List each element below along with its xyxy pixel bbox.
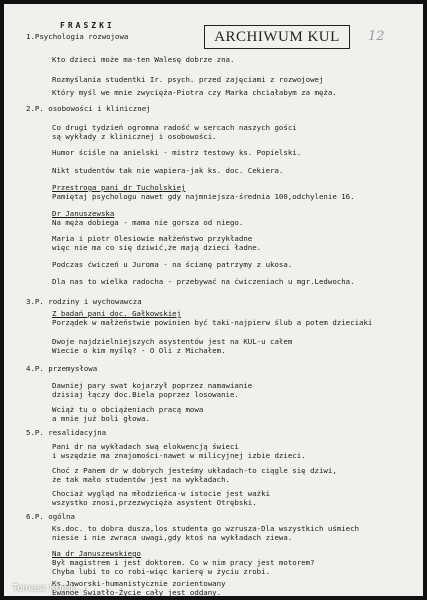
- text-line: Dwoje najdzielniejszych asystentów jest na KUL-u całem: [52, 337, 293, 346]
- text-line: Był magistrem i jest doktorem. Co w nim pracy jest motorem?: [52, 558, 315, 567]
- text-line: Dla nas to wielka radocha - przebywać na ćwiczeniach u mgr.Ledwocha.: [52, 277, 355, 286]
- subheading: Przestroga pani dr Tucholskiej: [52, 183, 186, 192]
- photo-watermark: Tomasz Koruk...: [12, 583, 84, 594]
- section-heading: 1.Psychologia rozwojowa: [26, 32, 129, 41]
- text-line: Choć z Panem dr w dobrych jesteśmy układach-to ciągle się dziwi,: [52, 466, 337, 475]
- archive-stamp: ARCHIWUM KUL: [204, 25, 350, 49]
- text-line: niesie i nie zwraca uwagi,gdy ktoś na wykładach ziewa.: [52, 533, 293, 542]
- section-heading: 4.P. przemysłowa: [26, 364, 98, 373]
- text-line: Porządek w małżeństwie powinien być taki-najpierw ślub a potem dzieciaki: [52, 318, 373, 327]
- text-line: Humor ściśle na anielski - mistrz testowy ks. Popielski.: [52, 148, 302, 157]
- text-line: Który myśl we mnie zwycięża-Piotra czy Marka chciałabym za męża.: [52, 88, 337, 97]
- text-line: Kto dzieci może ma-ten Walesę dobrze zna.: [52, 55, 235, 64]
- section-heading: 3.P. rodziny i wychowawcza: [26, 297, 142, 306]
- text-line: są wykłady z klinicznej i osobowości.: [52, 132, 217, 141]
- text-line: Ewanoe Światło-Życie cały jest oddany.: [52, 588, 222, 596]
- document-title: FRASZKI: [60, 21, 115, 30]
- text-line: dzisiaj łączy doc.Biela poprzez losowanie.: [52, 390, 239, 399]
- text-line: Rozmyślania studentki Ir. psych. przed zajęciami z rozwojowej: [52, 75, 324, 84]
- section-heading: 5.P. resalidacyjna: [26, 428, 107, 437]
- text-line: wszystko znosi,przezwycięża asystent Otrębski.: [52, 498, 257, 507]
- text-line: Na męża dobiega - mama nie gorsza od niego.: [52, 218, 244, 227]
- text-line: Co drugi tydzień ogromna radość w sercach naszych gości: [52, 123, 297, 132]
- text-line: Pani dr na wykładach swą elokwencją świeci: [52, 442, 239, 451]
- subheading: Dr Januszewska: [52, 209, 115, 218]
- text-line: Wiecie o kim myślę? - O Oli z Michałem.: [52, 346, 226, 355]
- text-line: że tak mało studentów jest na wykładach.: [52, 475, 230, 484]
- text-line: Wciąż tu o obciążeniach pracą mowa: [52, 405, 204, 414]
- text-line: i wszędzie ma znajomości-nawet w milicyjnej izbie dzieci.: [52, 451, 306, 460]
- text-line: Maria i piotr Olesiowie małżeństwo przykładne: [52, 234, 253, 243]
- text-line: Ks.Jaworski-humanistycznie zorientowany: [52, 579, 226, 588]
- subheading: Z badań pani doc. Gałkowskiej: [52, 309, 182, 318]
- page-number: 12: [368, 29, 385, 44]
- text-line: Podczas ćwiczeń u Juroma - na ścianę patrzymy z ukosa.: [52, 260, 293, 269]
- subheading: Na dr Januszewskiego: [52, 549, 141, 558]
- text-line: więc nie ma co się dziwić,że mają dzieci ładne.: [52, 243, 262, 252]
- text-line: a mnie już boli głowa.: [52, 414, 150, 423]
- section-heading: 2.P. osobowości i klinicznej: [26, 104, 151, 113]
- section-heading: 6.P. ogólna: [26, 512, 75, 521]
- text-line: Chyba lubi to co robi-więc karierę w życiu zrobi.: [52, 567, 271, 576]
- document-page: [4, 4, 423, 596]
- text-line: Nikt studentów tak nie wapiera-jak ks. doc. Cekiera.: [52, 166, 284, 175]
- text-line: Dawniej pary swat kojarzył poprzez namawianie: [52, 381, 253, 390]
- text-line: Chociaż wygląd na młodzieńca-w istocie jest ważki: [52, 489, 271, 498]
- text-line: Ks.doc. to dobra dusza,los studenta go wzrusza-Dla wszystkich uśmiech: [52, 524, 360, 533]
- text-line: Pamiętaj psychologu nawet gdy najmniejsza-średnia 100,odchylenie 16.: [52, 192, 355, 201]
